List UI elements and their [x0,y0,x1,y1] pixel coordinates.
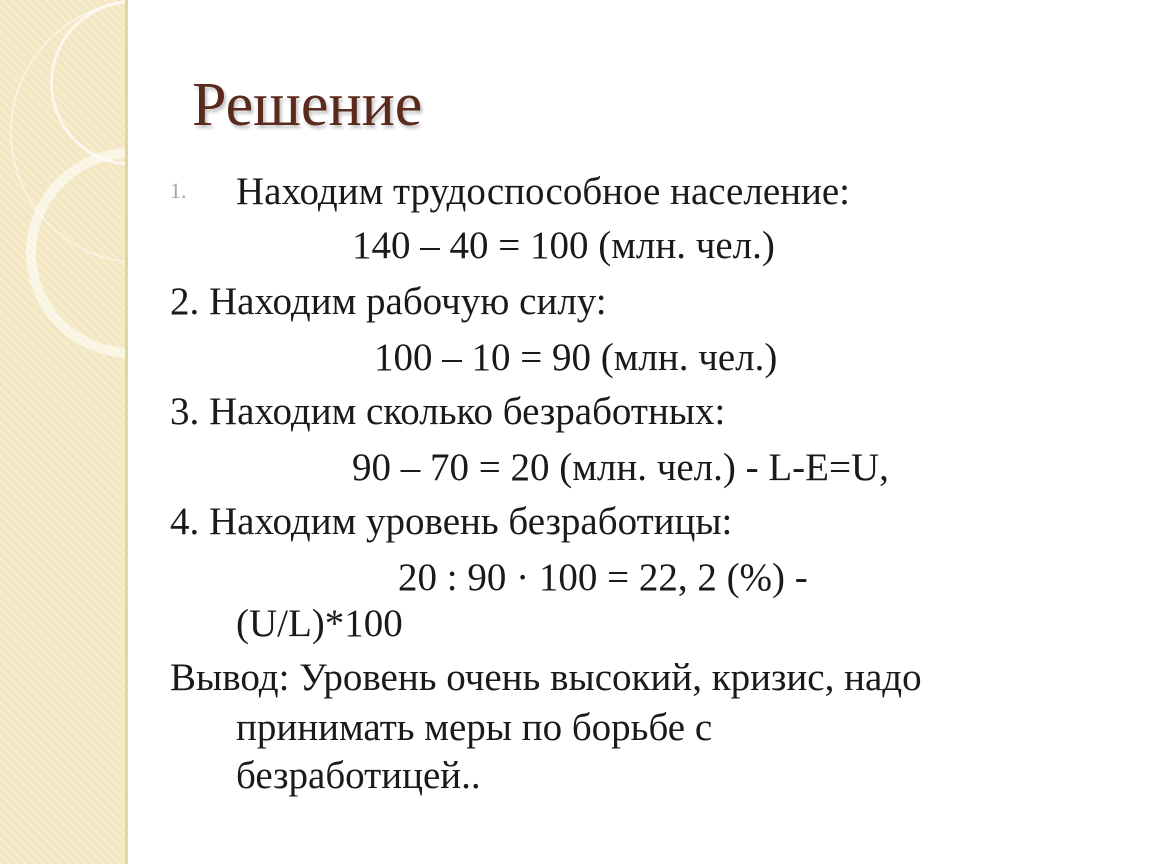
step-4-heading: 4. Находим уровень безработицы: [170,500,733,543]
step-1-formula: 140 – 40 = 100 (млн. чел.) [352,224,775,267]
step-3-heading: 3. Находим сколько безработных: [170,390,726,433]
step-2-heading: 2. Находим рабочую силу: [170,280,607,323]
list-marker: 1. [170,178,187,203]
step-4-formula-continued: (U/L)*100 [236,602,403,645]
conclusion-line-2: принимать меры по борьбе с [236,706,713,749]
decorative-side-panel [0,0,128,864]
slide-title: Решение [192,71,423,139]
step-3-formula: 90 – 70 = 20 (млн. чел.) - L-E=U, [352,446,889,489]
step-4-formula: 20 : 90 · 100 = 22, 2 (%) - [398,556,808,599]
conclusion-line-3: безработицей.. [236,754,481,797]
step-2-formula: 100 – 10 = 90 (млн. чел.) [374,336,778,379]
conclusion-line-1: Вывод: Уровень очень высокий, кризис, надо [170,656,922,699]
step-1-heading: Находим трудоспособное население: [236,170,851,213]
side-panel-border [125,0,128,864]
